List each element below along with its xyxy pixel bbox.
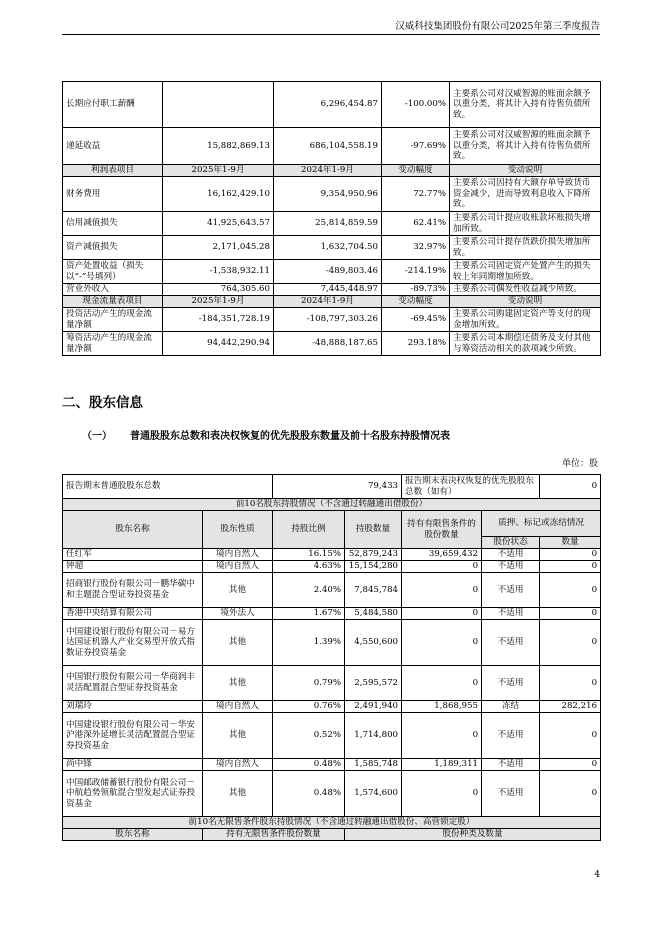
note-cell: 主要系公司对汉威智源的账面余额予以重分类，将其计入持有待售负债所致。 (450, 82, 601, 128)
holder-status: 不适用 (482, 771, 540, 817)
item-cell: 信用减值损失 (63, 212, 163, 236)
table-row (63, 236, 601, 260)
header-cell: 持有无限售条件股份数量 (203, 829, 345, 841)
holder-nature: 境内自然人 (203, 701, 273, 713)
summary-value: 79,433 (273, 475, 402, 499)
note-cell: 主要系公司偶发性收益减少所致。 (450, 284, 601, 296)
table-row (63, 308, 601, 332)
change-cell: -100.00% (382, 82, 450, 128)
holder-nature: 境内自然人 (203, 561, 273, 573)
header-cell: 2024年1-9月 (274, 165, 382, 177)
header-cell: 2025年1-9月 (163, 165, 274, 177)
subsection-title (82, 427, 450, 442)
holder-restricted: 0 (402, 666, 482, 701)
holder-nature: 其他 (203, 573, 273, 608)
header-divider (62, 34, 600, 35)
holder-count: 0 (540, 608, 601, 620)
table-row (63, 332, 601, 356)
header-cell: 2025年1-9月 (163, 296, 274, 308)
holder-name: 任红军 (63, 549, 203, 561)
holder-qty: 1,574,600 (345, 771, 402, 817)
holder-name: 钟超 (63, 561, 203, 573)
header-cell: 2024年1-9月 (274, 296, 382, 308)
table-row (63, 759, 601, 771)
note-cell: 主要系公司固定资产处置产生的损失较上年同期增加所致。 (450, 260, 601, 284)
holder-name: 中国建设银行股份有限公司－易方达国证机器人产业交易型开放式指数证券投资基金 (63, 620, 203, 666)
header-cell: 变动说明 (450, 296, 601, 308)
holder-count: 0 (540, 759, 601, 771)
holder-nature: 境内自然人 (203, 549, 273, 561)
header-cell: 股份状态 (482, 537, 540, 549)
value-cell: -184,351,728.19 (163, 308, 274, 332)
table-row (63, 608, 601, 620)
holder-count: 282,216 (540, 701, 601, 713)
holder-qty: 7,845,784 (345, 573, 402, 608)
value-cell: 9,354,950.96 (274, 177, 382, 212)
header-cell: 持股数量 (345, 511, 402, 549)
value-cell: 6,296,454.87 (274, 82, 382, 128)
holder-name: 中国建设银行股份有限公司－华安沪港深外延增长灵活配置混合型证券投资基金 (63, 713, 203, 759)
table-row (63, 666, 601, 701)
holder-restricted: 0 (402, 561, 482, 573)
table-row (63, 260, 601, 284)
header-cell: 利润表项目 (63, 165, 163, 177)
value-cell: 41,925,643.57 (163, 212, 274, 236)
holder-restricted: 1,868,955 (402, 701, 482, 713)
note-cell: 主要系公司对汉威智源的账面余额予以重分类，将其计入持有待售负债所致。 (450, 128, 601, 165)
header-cell: 股份种类及数量 (345, 829, 601, 841)
holder-restricted: 1,189,311 (402, 759, 482, 771)
table-row (63, 212, 601, 236)
table-row (63, 771, 601, 817)
holder-qty: 1,585,748 (345, 759, 402, 771)
holder-qty: 1,714,800 (345, 713, 402, 759)
holder-count: 0 (540, 573, 601, 608)
summary-label: 报告期末表决权恢复的优先股股东总数（如有） (402, 475, 540, 499)
holder-nature: 境外法人 (203, 608, 273, 620)
holder-qty: 15,154,280 (345, 561, 402, 573)
change-cell: 32.97% (382, 236, 450, 260)
note-cell: 主要系公司本期偿还债务及支付其他与筹资活动相关的款项减少所致。 (450, 332, 601, 356)
header-cell: 变动幅度 (382, 296, 450, 308)
subsection-number: （一） (82, 431, 112, 442)
item-cell: 筹资活动产生的现金流量净额 (63, 332, 163, 356)
page-number: 4 (594, 870, 600, 880)
value-cell: 25,814,859.59 (274, 212, 382, 236)
note-cell: 主要系公司购建固定资产等支付的现金增加所致。 (450, 308, 601, 332)
financial-changes-table (62, 81, 601, 356)
table-row (63, 549, 601, 561)
holder-count: 0 (540, 666, 601, 701)
value-cell: -489,803.46 (274, 260, 382, 284)
unrestricted-title: 前10名无限售条件股东持股情况（不含通过转融通出借股份、高管锁定股） (63, 817, 601, 829)
holder-nature: 其他 (203, 771, 273, 817)
cash-header-row (63, 296, 601, 308)
holder-restricted: 39,659,432 (402, 549, 482, 561)
header-cell: 股东名称 (63, 511, 203, 549)
item-cell: 投资活动产生的现金流量净额 (63, 308, 163, 332)
summary-label: 报告期末普通股股东总数 (63, 475, 273, 499)
change-cell: -89.73% (382, 284, 450, 296)
holder-ratio: 1.67% (273, 608, 345, 620)
value-cell: 15,882,869.13 (163, 128, 274, 165)
holder-name: 中国邮政储蓄银行股份有限公司－中航趋势领航混合型发起式证券投资基金 (63, 771, 203, 817)
shareholders-table (62, 474, 601, 841)
table-row (63, 713, 601, 759)
holder-nature: 其他 (203, 713, 273, 759)
item-cell: 递延收益 (63, 128, 163, 165)
header-cell: 股东性质 (203, 511, 273, 549)
value-cell: 1,632,704.50 (274, 236, 382, 260)
note-cell: 主要系公司因持有大额存单导致货币资金减少，进而导致利息收入下降所致。 (450, 177, 601, 212)
header-cell: 持股比例 (273, 511, 345, 549)
holder-restricted: 0 (402, 713, 482, 759)
holder-qty: 4,550,600 (345, 620, 402, 666)
holder-nature: 境内自然人 (203, 759, 273, 771)
value-cell: 94,442,290.94 (163, 332, 274, 356)
item-cell: 财务费用 (63, 177, 163, 212)
table-row (63, 620, 601, 666)
holder-ratio: 0.48% (273, 771, 345, 817)
holder-status: 不适用 (482, 620, 540, 666)
change-cell: -69.45% (382, 308, 450, 332)
value-cell: -108,797,303.26 (274, 308, 382, 332)
holder-status: 不适用 (482, 713, 540, 759)
item-cell: 长期应付职工薪酬 (63, 82, 163, 128)
table-row (63, 82, 601, 128)
table-row (63, 177, 601, 212)
value-cell (163, 82, 274, 128)
holder-count: 0 (540, 549, 601, 561)
holder-count: 0 (540, 713, 601, 759)
change-cell: 62.41% (382, 212, 450, 236)
holder-name: 香港中央结算有限公司 (63, 608, 203, 620)
item-cell: 营业外收入 (63, 284, 163, 296)
holder-status: 不适用 (482, 759, 540, 771)
holder-status: 不适用 (482, 573, 540, 608)
holder-qty: 2,491,940 (345, 701, 402, 713)
column-header-row (63, 829, 601, 841)
holder-status: 不适用 (482, 561, 540, 573)
holder-ratio: 0.52% (273, 713, 345, 759)
holder-restricted: 0 (402, 771, 482, 817)
value-cell: 7,445,448.97 (274, 284, 382, 296)
holder-name: 尚中锋 (63, 759, 203, 771)
holder-status: 不适用 (482, 549, 540, 561)
income-header-row (63, 165, 601, 177)
note-cell: 主要系公司计提存货跌价损失增加所致。 (450, 236, 601, 260)
value-cell: 16,162,429.10 (163, 177, 274, 212)
note-cell: 主要系公司计提应收账款坏账损失增加所致。 (450, 212, 601, 236)
holder-qty: 5,484,580 (345, 608, 402, 620)
header-cell: 数量 (540, 537, 601, 549)
holder-status: 不适用 (482, 666, 540, 701)
holder-qty: 52,879,243 (345, 549, 402, 561)
subsection-text: 普通股股东总数和表决权恢复的优先股股东数量及前十名股东持股情况表 (130, 431, 450, 442)
unit-label: 单位：股 (561, 459, 598, 469)
table-row (63, 284, 601, 296)
holder-ratio: 4.63% (273, 561, 345, 573)
holder-status: 不适用 (482, 608, 540, 620)
holder-count: 0 (540, 561, 601, 573)
holder-name: 招商银行股份有限公司－鹏华碳中和主题混合型证券投资基金 (63, 573, 203, 608)
value-cell: 764,305.60 (163, 284, 274, 296)
holder-count: 0 (540, 771, 601, 817)
section-title: 二、股东信息 (62, 395, 143, 411)
holder-nature: 其他 (203, 620, 273, 666)
value-cell: -1,538,932.11 (163, 260, 274, 284)
holder-restricted: 0 (402, 608, 482, 620)
holder-ratio: 1.39% (273, 620, 345, 666)
top10-title: 前10名股东持股情况（不含通过转融通出借股份） (63, 499, 601, 511)
holder-ratio: 0.48% (273, 759, 345, 771)
value-cell: 2,171,045.28 (163, 236, 274, 260)
section-header-row (63, 499, 601, 511)
item-cell: 资产减值损失 (63, 236, 163, 260)
value-cell: -48,888,187.65 (274, 332, 382, 356)
holder-count: 0 (540, 620, 601, 666)
holder-ratio: 0.76% (273, 701, 345, 713)
summary-row (63, 475, 601, 499)
item-cell: 资产处置收益（损失以“-”号填列） (63, 260, 163, 284)
holder-ratio: 16.15% (273, 549, 345, 561)
table-row (63, 128, 601, 165)
column-header-row (63, 511, 601, 537)
header-cell: 变动说明 (450, 165, 601, 177)
change-cell: 293.18% (382, 332, 450, 356)
section-header-row (63, 817, 601, 829)
header-cell: 股东名称 (63, 829, 203, 841)
holder-name: 刘瑞玲 (63, 701, 203, 713)
change-cell: -214.19% (382, 260, 450, 284)
report-header-title: 汉威科技集团股份有限公司2025年第三季度报告 (395, 21, 600, 32)
table-row (63, 701, 601, 713)
value-cell: 686,104,558.19 (274, 128, 382, 165)
holder-ratio: 0.79% (273, 666, 345, 701)
holder-ratio: 2.40% (273, 573, 345, 608)
header-cell: 变动幅度 (382, 165, 450, 177)
holder-nature: 其他 (203, 666, 273, 701)
holder-restricted: 0 (402, 620, 482, 666)
header-cell: 质押、标记或冻结情况 (482, 511, 601, 537)
change-cell: 72.77% (382, 177, 450, 212)
table-row (63, 561, 601, 573)
holder-restricted: 0 (402, 573, 482, 608)
header-cell: 现金流量表项目 (63, 296, 163, 308)
change-cell: -97.69% (382, 128, 450, 165)
holder-status: 冻结 (482, 701, 540, 713)
holder-qty: 2,595,572 (345, 666, 402, 701)
header-cell: 持有有限售条件的股份数量 (402, 511, 482, 549)
summary-value: 0 (540, 475, 601, 499)
holder-name: 中国银行股份有限公司－华商润丰灵活配置混合型证券投资基金 (63, 666, 203, 701)
table-row (63, 573, 601, 608)
